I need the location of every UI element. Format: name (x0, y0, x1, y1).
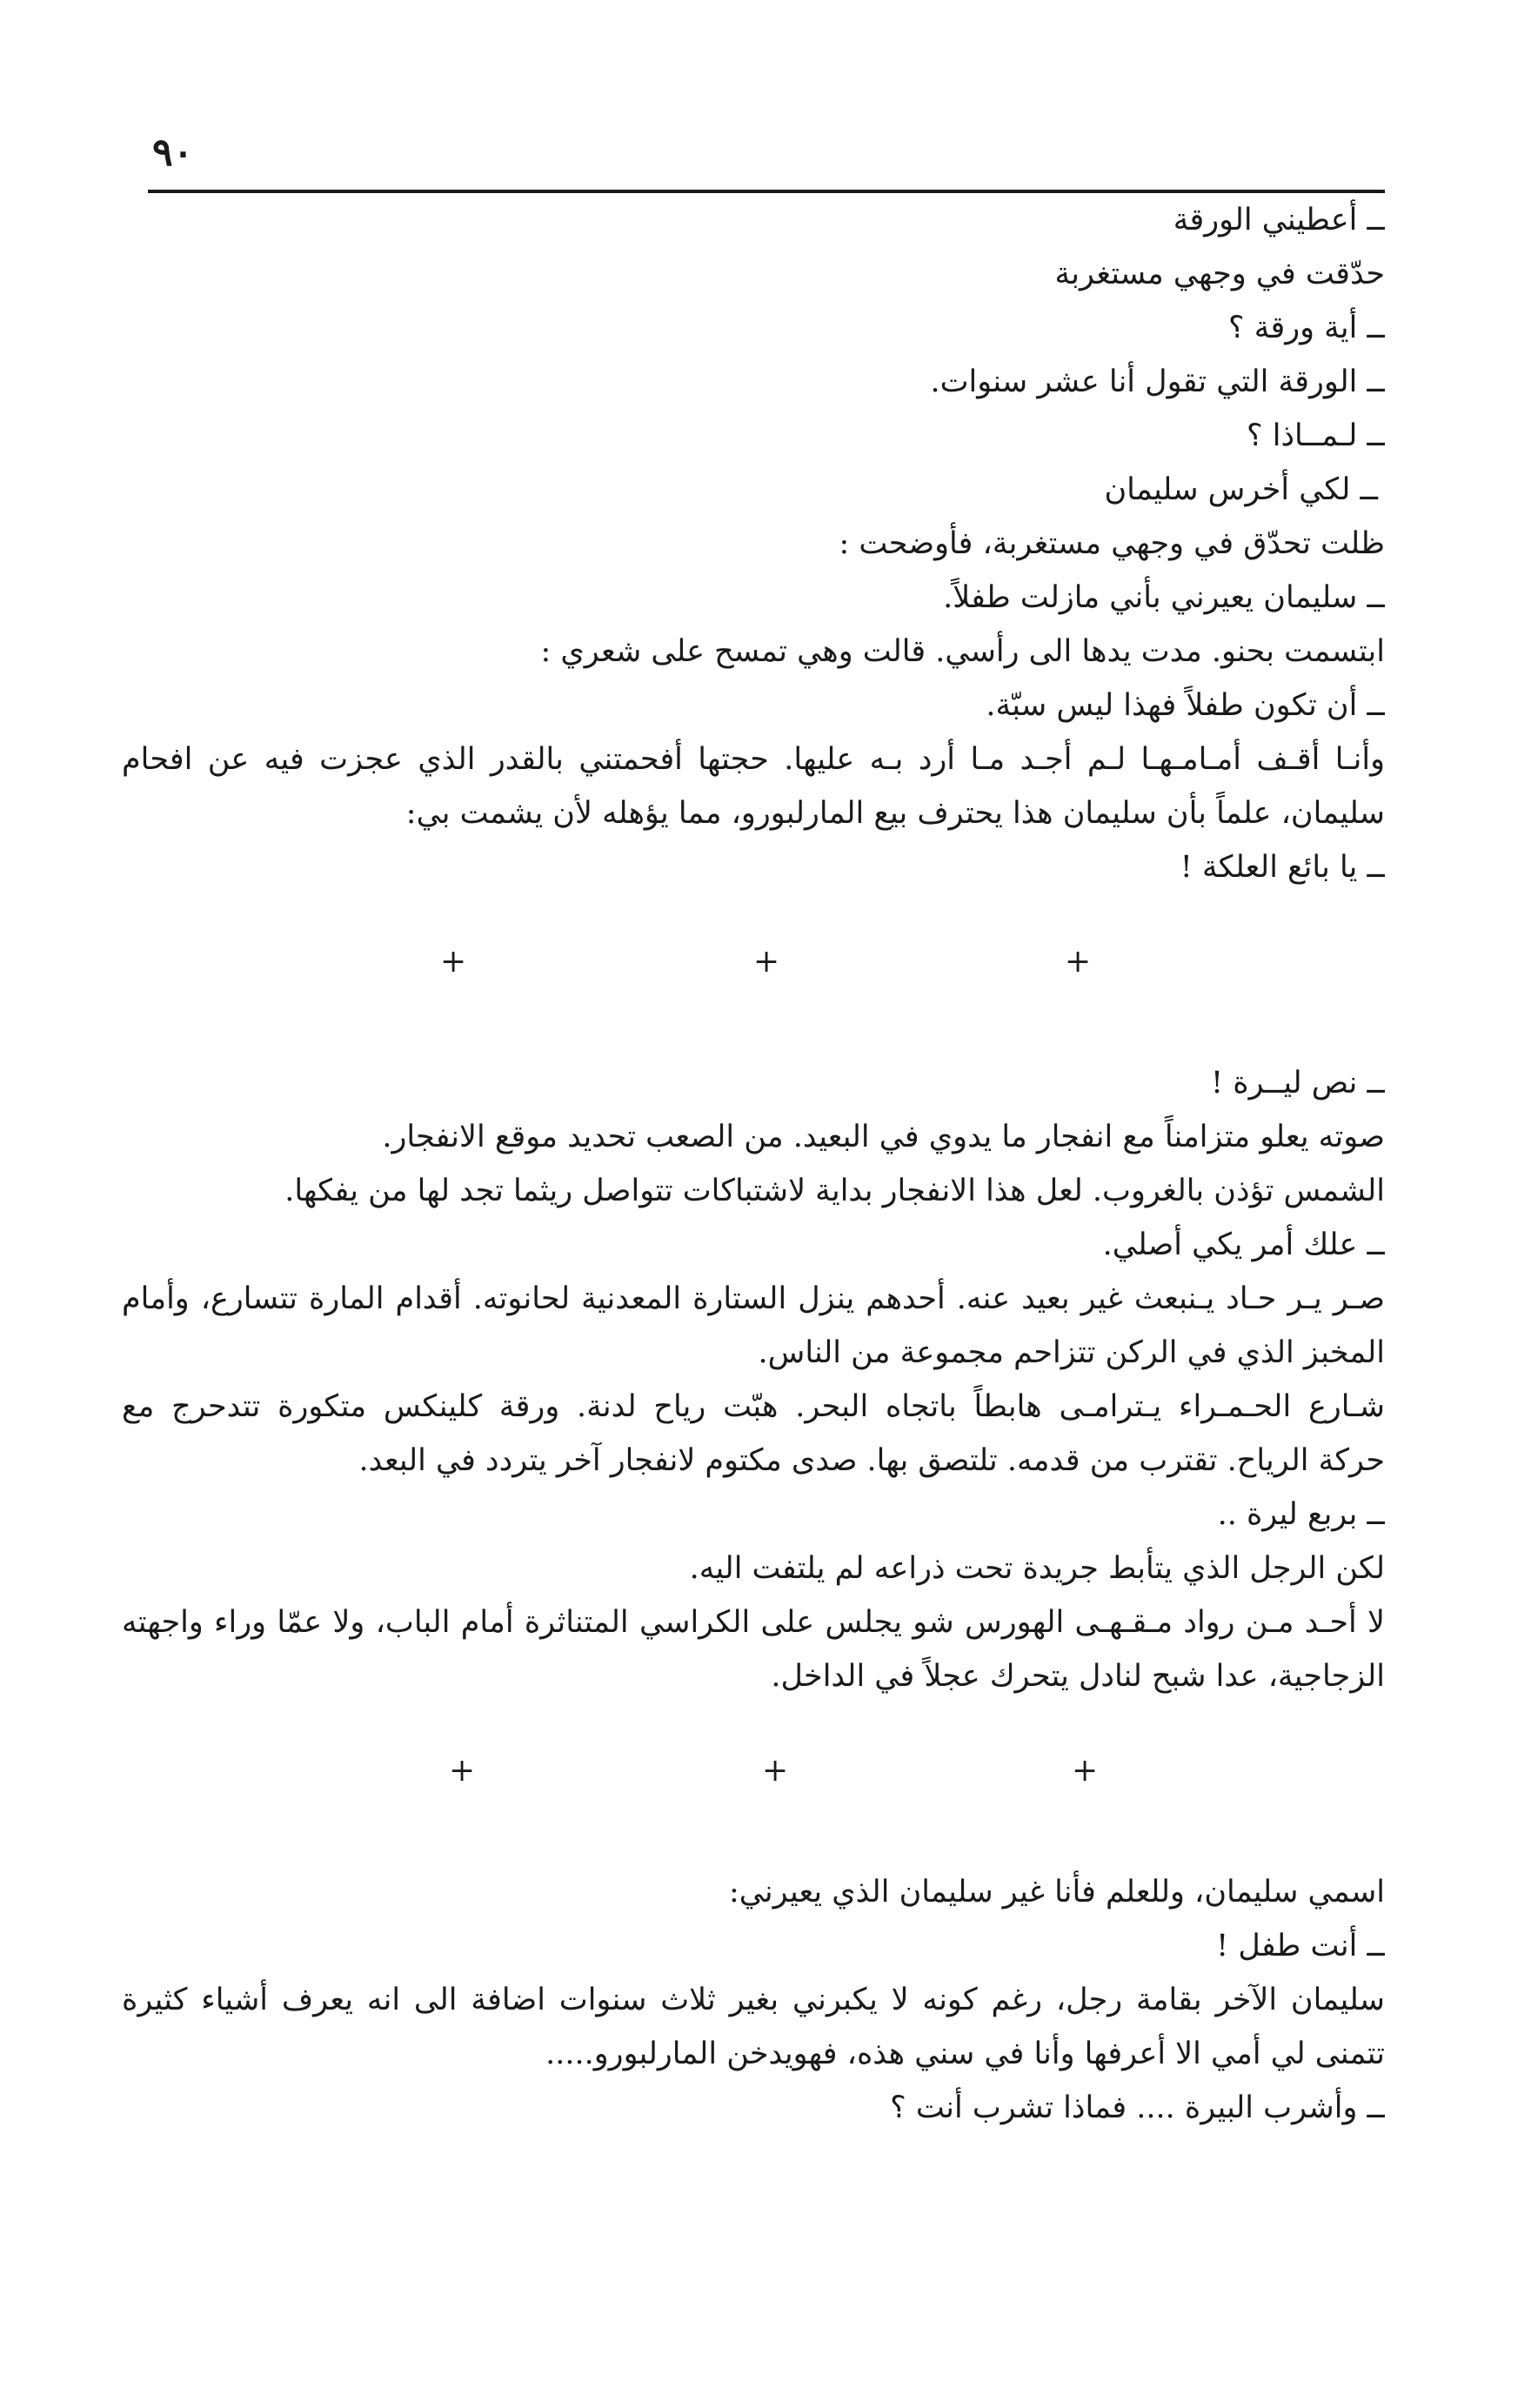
dialogue-line: ــ أية ورقة ؟ (1228, 311, 1385, 345)
dialogue-line: ــ علك أمر يكي أصلي. (1102, 1227, 1385, 1262)
dialogue-line: ــ سليمان يعيرني بأني مازلت طفلاً. (943, 580, 1385, 615)
text-line: لا أحـد مـن رواد مـقـهـى الهورس شو يجلس على الكراسي المتناثرة أمام الباب، ولا عمّا وراء واجهته (122, 1605, 1385, 1640)
section-separator (122, 1703, 1385, 1865)
text-line: سليمان، علماً بأن سليمان هذا يحترف بيع المارلبورو، مما يؤهله لأن يشمت بي: (405, 796, 1385, 831)
dialogue-line: ــ نص ليــرة ! (1211, 1066, 1385, 1100)
dialogue-line: ــ وأشرب البيرة .... فماذا تشرب أنت ؟ (890, 2090, 1385, 2125)
text-line: لكن الرجل الذي يتأبط جريدة تحت ذراعه لم يلتفت اليه. (689, 1551, 1385, 1586)
section-3 (122, 1865, 1385, 2135)
text-line: ظلت تحدّق في وجهي مستغربة، فأوضحت : (839, 526, 1385, 561)
dialogue-line: ــ يا بائع العلكة ! (1180, 850, 1385, 885)
separator-mark: + (440, 944, 467, 980)
text-line: اسمي سليمان، وللعلم فأنا غير سليمان الذي يعيرني: (728, 1875, 1385, 1910)
text-line: الشمس تؤذن بالغروب. لعل هذا الانفجار بداية لاشتباكات تتواصل ريثما تجد لها من يفكها. (284, 1174, 1385, 1208)
separator-mark: + (1072, 1753, 1099, 1789)
separator-mark: + (1065, 944, 1092, 980)
text-line: حدّقت في وجهي مستغربة (1054, 257, 1385, 291)
text-line: تتمنى لي أمي الا أعرفها وأنا في سني هذه، فهويدخن المارلبورو..... (545, 2037, 1385, 2071)
text-line: حركة الرياح. تقترب من قدمه. تلتصق بها. صدى مكتوم لانفجار آخر يتردد في البعد. (358, 1443, 1385, 1478)
section-separator (122, 894, 1385, 1056)
section-1 (122, 193, 1385, 894)
text-line: ابتسمت بحنو. مدت يدها الى رأسي. قالت وهي تمسح على شعري : (540, 634, 1385, 669)
dialogue-line: ــ أعطيني الورقة (1173, 203, 1385, 237)
section-2 (122, 1056, 1385, 1703)
dialogue-line: ــ أن تكون طفلاً فهذا ليس سبّة. (986, 688, 1385, 723)
separator-mark: + (449, 1753, 476, 1789)
dialogue-line: ــ الورقة التي تقول أنا عشر سنوات. (930, 365, 1385, 399)
dialogue-line: ــ لكي أخرس سليمان (1104, 472, 1378, 507)
text-line: المخبز الذي في الركن تتزاحم مجموعة من الناس. (758, 1335, 1385, 1370)
dialogue-line: ــ لـمــاذا ؟ (1247, 418, 1385, 453)
dialogue-line: ــ أنت طفل ! (1216, 1929, 1385, 1963)
dialogue-line: ــ بربع ليرة .. (1217, 1497, 1385, 1532)
text-line: الزجاجية، عدا شبح لنادل يتحرك عجلاً في الداخل. (771, 1659, 1385, 1694)
text-line: شـارع الحـمـراء يـترامـى هابطاً باتجاه البحر. هبّت رياح لدنة. ورقة كلينكس متكورة تتدحرج مع (122, 1389, 1385, 1424)
separator-mark: + (762, 1753, 789, 1789)
page-number: ٩٠ (152, 130, 194, 175)
page-body (122, 193, 1385, 2135)
text-line: وأنـا أقـف أمـامـهـا لـم أجـد مـا أرد بـه عليها. حجتها أفحمتني بالقدر الذي عجزت فيه عن افحام (122, 742, 1385, 777)
separator-mark: + (753, 944, 780, 980)
text-line: صـر يـر حـاد يـنبعث غير بعيد عنه. أحدهم ينزل الستارة المعدنية لحانوته. أقدام المارة تتسارع، وأمام (122, 1281, 1385, 1316)
text-line: سليمان الآخر بقامة رجل، رغم كونه لا يكبرني بغير ثلاث سنوات اضافة الى انه يعرف أشياء كثيرة (122, 1983, 1385, 2017)
text-line: صوته يعلو متزامناً مع انفجار ما يدوي في البعيد. من الصعب تحديد موقع الانفجار. (382, 1120, 1385, 1154)
